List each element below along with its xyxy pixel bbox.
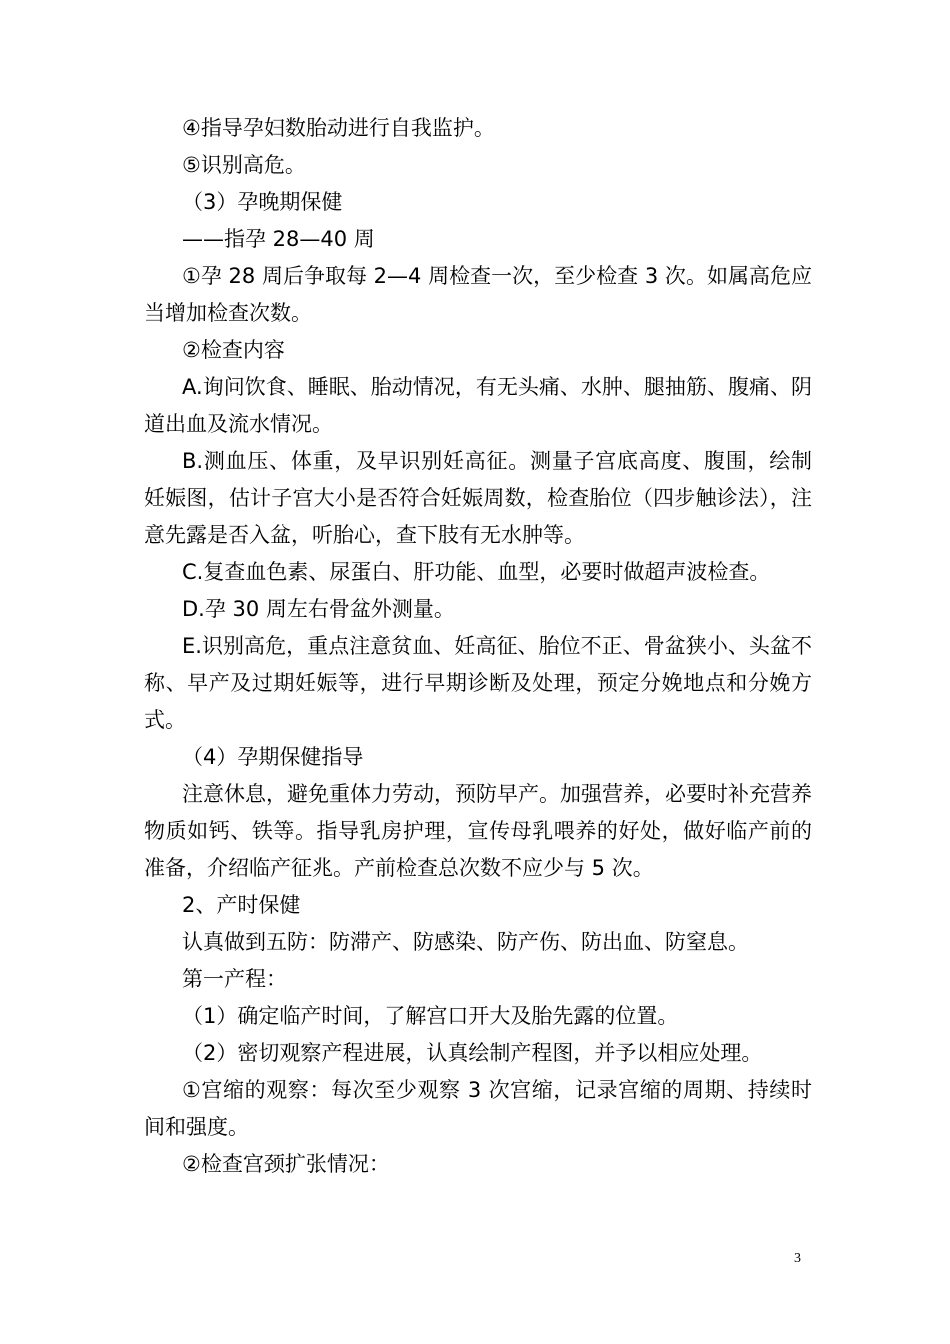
paragraph-care-guidance: 注意休息，避免重体力劳动，预防早产。加强营养，必要时补充营养物质如钙、铁等。指导乳房护理，宣传母乳喂养的好处，做好临产前的准备，介绍临产征兆。产前检查总次数不应少与 5 次。 [144,782,812,880]
document-body [144,110,812,1183]
paragraph-item-a: A.询问饮食、睡眠、胎动情况，有无头痛、水肿、腿抽筋、腹痛、阴道出血及流水情况。 [144,375,812,436]
paragraph-item-b: B.测血压、体重，及早识别妊高征。测量子宫底高度、腹围，绘制妊娠图，估计子宫大小是否符合妊娠周数，检查胎位（四步触诊法），注意先露是否入盆，听胎心，查下肢有无水肿等。 [144,449,812,547]
heading-intrapartum-care: 2、产时保健 [182,893,301,917]
heading-pregnancy-care-guidance: （4）孕期保健指导 [182,745,364,769]
paragraph-cervical-dilation: ②检查宫颈扩张情况： [182,1152,390,1176]
paragraph-check-frequency: ①孕 28 周后争取每 2—4 周检查一次，至少检查 3 次。如属高危应当增加检查次数。 [144,264,812,325]
heading-first-stage: 第一产程： [182,967,287,991]
paragraph-first-stage-1: （1）确定临产时间，了解宫口开大及胎先露的位置。 [182,1004,679,1028]
heading-check-content: ②检查内容 [182,338,285,362]
paragraph-weeks-range: ——指孕 28—40 周 [182,227,375,251]
paragraph-item-c: C.复查血色素、尿蛋白、肝功能、血型，必要时做超声波检查。 [182,560,771,584]
paragraph-item-d: D.孕 30 周左右骨盆外测量。 [182,597,455,621]
paragraph-contraction-observation: ①宫缩的观察：每次至少观察 3 次宫缩，记录宫缩的周期、持续时间和强度。 [144,1078,812,1139]
paragraph-five-preventions: 认真做到五防：防滞产、防感染、防产伤、防出血、防窒息。 [182,930,749,954]
paragraph-identify-high-risk: ⑤识别高危。 [182,153,306,177]
paragraph-first-stage-2: （2）密切观察产程进展，认真绘制产程图，并予以相应处理。 [182,1041,763,1065]
heading-late-pregnancy-care: （3）孕晚期保健 [182,190,343,214]
paragraph-item-e: E.识别高危，重点注意贫血、妊高征、胎位不正、骨盆狭小、头盆不称、早产及过期妊娠等，进行早期诊断及处理，预定分娩地点和分娩方式。 [144,634,812,732]
page-number: 3 [794,1251,801,1266]
paragraph-fetal-movement: ④指导孕妇数胎动进行自我监护。 [182,116,495,140]
